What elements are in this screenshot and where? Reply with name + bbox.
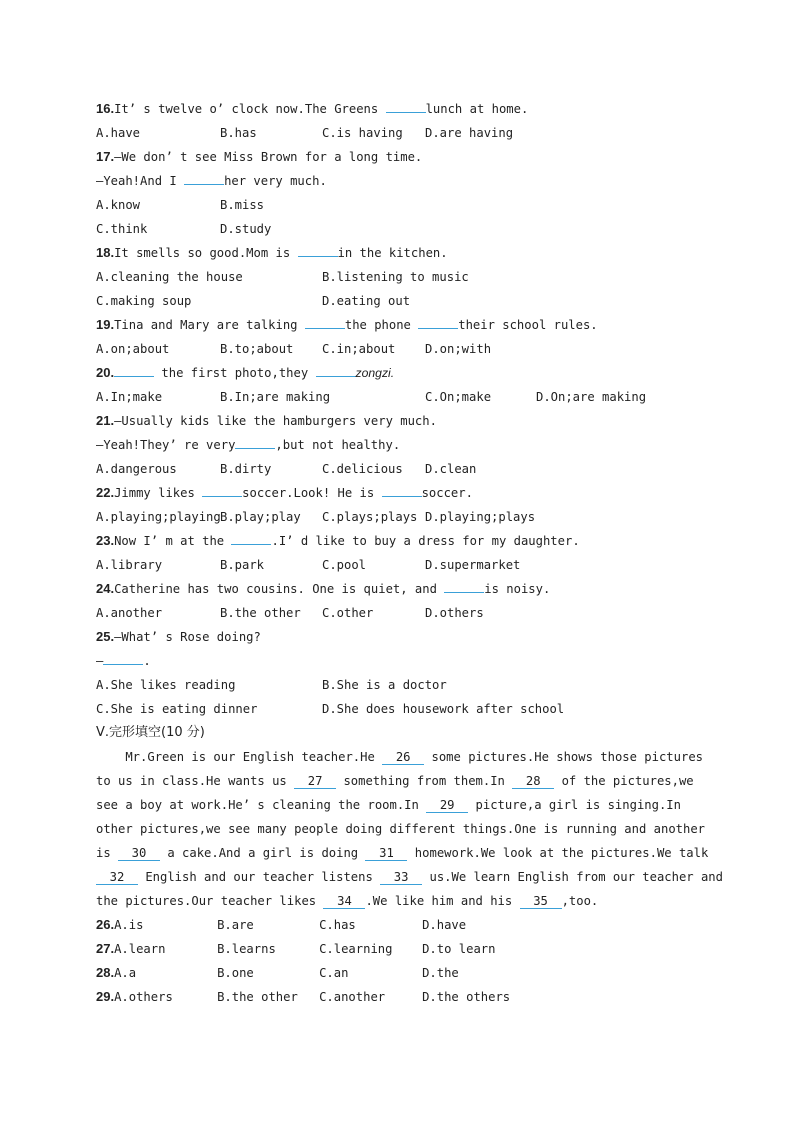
option-c: C.She is eating dinner [96, 702, 258, 716]
passage-line-3 [96, 794, 716, 818]
cloze-blank-33: 33 [380, 870, 422, 885]
question-text: ,but not healthy. [275, 438, 401, 452]
question-text: —We don’ t see Miss Brown for a long time. [114, 150, 423, 164]
options-20 [96, 386, 716, 410]
option-a: A.another [96, 606, 163, 620]
option-a: A.learn [114, 942, 166, 956]
question-text: is noisy. [484, 582, 551, 596]
options-21 [96, 458, 716, 482]
options-18-row1 [96, 266, 716, 290]
question-number: 18. [96, 245, 115, 260]
question-text: —Yeah!And I [96, 174, 185, 188]
options-26 [96, 914, 716, 938]
option-d: D.to learn [422, 942, 496, 956]
question-21-reply [96, 434, 716, 458]
cloze-blank-31: 31 [365, 846, 407, 861]
option-b: B.the other [217, 990, 298, 1004]
option-a: A.know [96, 198, 141, 212]
question-text: — [96, 654, 104, 668]
section-heading: Ⅴ.完形填空(10 分) [96, 725, 205, 740]
passage-text: see a boy at work.He’ s cleaning the room.In [96, 798, 427, 812]
passage-line-7 [96, 890, 716, 914]
question-number: 17. [96, 149, 115, 164]
options-27 [96, 938, 716, 962]
option-b: B.She is a doctor [322, 678, 447, 692]
question-text: their school rules. [458, 318, 598, 332]
option-d: D.study [220, 222, 272, 236]
question-number: 19. [96, 317, 115, 332]
option-c: C.in;about [322, 342, 396, 356]
question-text: the phone [344, 318, 419, 332]
option-c: C.think [96, 222, 148, 236]
question-17-reply [96, 170, 716, 194]
option-b: B.are [217, 918, 254, 932]
options-25-row1 [96, 674, 716, 698]
passage-text: ,too. [561, 894, 599, 908]
cloze-blank-26: 26 [382, 750, 424, 765]
option-c: C.has [319, 918, 356, 932]
options-17-row1 [96, 194, 716, 218]
options-22 [96, 506, 716, 530]
passage-line-2 [96, 770, 716, 794]
options-24 [96, 602, 716, 626]
option-a: A.is [114, 918, 144, 932]
question-text: —Yeah!They’ re very [96, 438, 236, 452]
answer-blank [305, 316, 345, 329]
option-d: D.clean [425, 462, 477, 476]
option-d: D.others [425, 606, 484, 620]
passage-line-4: other pictures,we see many people doing different things.One is running and another [96, 822, 706, 836]
passage-text: the pictures.Our teacher likes [96, 894, 324, 908]
option-d: D.eating out [322, 294, 411, 308]
question-number: 27. [96, 941, 115, 956]
answer-blank [103, 652, 143, 665]
question-text: lunch at home. [425, 102, 529, 116]
option-d: D.On;are making [536, 390, 647, 404]
option-c: C.other [322, 606, 374, 620]
answer-blank [114, 364, 154, 377]
passage-text: us.We learn English from our teacher and [422, 870, 723, 884]
question-text: soccer.Look! He is [242, 486, 382, 500]
passage-text: to us in class.He wants us [96, 774, 295, 788]
option-b: B.play;play [220, 510, 301, 524]
options-17-row2 [96, 218, 716, 242]
question-text: .I’ d like to buy a dress for my daughter. [271, 534, 580, 548]
option-a: A.others [114, 990, 173, 1004]
answer-blank [386, 100, 426, 113]
question-text: It’ s twelve o’ clock now.The Greens [114, 102, 386, 116]
option-d: D.the [422, 966, 459, 980]
options-23 [96, 554, 716, 578]
cloze-blank-35: 35 [520, 894, 562, 909]
question-17 [96, 146, 716, 170]
question-text: Catherine has two cousins. One is quiet, and [114, 582, 445, 596]
question-23 [96, 530, 716, 554]
option-b: B.miss [220, 198, 265, 212]
passage-text: of the pictures,we [554, 774, 694, 788]
question-24 [96, 578, 716, 602]
option-d: D.have [422, 918, 467, 932]
passage-text: picture,a girl is singing.In [468, 798, 681, 812]
option-a: A.cleaning the house [96, 270, 243, 284]
option-c: C.making soup [96, 294, 192, 308]
question-text: her very much. [224, 174, 327, 188]
cloze-blank-28: 28 [512, 774, 554, 789]
option-c: C.delicious [322, 462, 403, 476]
option-c: C.is having [322, 126, 403, 140]
question-text: —What’ s Rose doing? [114, 630, 261, 644]
option-c: C.plays;plays [322, 510, 418, 524]
answer-blank [184, 172, 224, 185]
answer-blank [382, 484, 422, 497]
passage-text: is [96, 846, 119, 860]
question-21 [96, 410, 716, 434]
passage-text: .We like him and his [365, 894, 520, 908]
question-18 [96, 242, 716, 266]
question-text: Tina and Mary are talking [114, 318, 305, 332]
cloze-blank-29: 29 [426, 798, 468, 813]
question-19 [96, 314, 716, 338]
question-number: 29. [96, 989, 115, 1004]
question-number: 23. [96, 533, 115, 548]
options-28 [96, 962, 716, 986]
option-c: C.an [319, 966, 349, 980]
question-text: Jimmy likes [114, 486, 203, 500]
option-c: C.another [319, 990, 386, 1004]
options-18-row2 [96, 290, 716, 314]
answer-blank [444, 580, 484, 593]
option-b: B.dirty [220, 462, 272, 476]
option-d: D.playing;plays [425, 510, 536, 524]
question-text: Now I’ m at the [114, 534, 232, 548]
question-number: 21. [96, 413, 115, 428]
passage-text: some pictures.He shows those pictures [424, 750, 703, 764]
option-c: C.learning [319, 942, 393, 956]
cloze-blank-30: 30 [118, 846, 160, 861]
question-text: It smells so good.Mom is [114, 246, 298, 260]
question-text: soccer. [421, 486, 473, 500]
question-20 [96, 362, 716, 386]
option-d: D.are having [425, 126, 514, 140]
option-d: D.the others [422, 990, 511, 1004]
passage-line-1 [96, 746, 716, 770]
answer-blank [316, 364, 356, 377]
question-number: 24. [96, 581, 115, 596]
question-text: zongzi. [355, 366, 395, 380]
passage-text: homework.We look at the pictures.We talk [407, 846, 716, 860]
question-number: 26. [96, 917, 115, 932]
question-text: —Usually kids like the hamburgers very much. [114, 414, 437, 428]
passage-text: something from them.In [336, 774, 513, 788]
option-d: D.on;with [425, 342, 492, 356]
option-b: B.In;are making [220, 390, 331, 404]
cloze-blank-34: 34 [323, 894, 365, 909]
passage-line-5 [96, 842, 716, 866]
question-number: 28. [96, 965, 115, 980]
options-16 [96, 122, 716, 146]
option-a: A.She likes reading [96, 678, 236, 692]
option-b: B.one [217, 966, 254, 980]
option-d: D.She does housework after school [322, 702, 565, 716]
option-b: B.listening to music [322, 270, 469, 284]
question-number: 22. [96, 485, 115, 500]
worksheet-page [96, 98, 723, 1010]
option-a: A.library [96, 558, 163, 572]
options-29 [96, 986, 716, 1010]
answer-blank [418, 316, 458, 329]
passage-text: Mr.Green is our English teacher.He [96, 750, 383, 764]
option-c: C.pool [322, 558, 367, 572]
question-number: 20. [96, 365, 115, 380]
question-25 [96, 626, 716, 650]
passage-text: a cake.And a girl is doing [160, 846, 366, 860]
option-a: A.playing;playing [96, 510, 221, 524]
cloze-blank-27: 27 [294, 774, 336, 789]
option-a: A.In;make [96, 390, 163, 404]
option-d: D.supermarket [425, 558, 521, 572]
option-b: B.park [220, 558, 265, 572]
option-b: B.the other [220, 606, 301, 620]
question-number: 16. [96, 101, 115, 116]
question-22 [96, 482, 716, 506]
question-16 [96, 98, 716, 122]
question-25-reply [96, 650, 716, 674]
option-b: B.learns [217, 942, 276, 956]
passage-line-6 [96, 866, 723, 890]
answer-blank [202, 484, 242, 497]
answer-blank [231, 532, 271, 545]
question-text: in the kitchen. [337, 246, 448, 260]
options-19 [96, 338, 716, 362]
question-number: 25. [96, 629, 115, 644]
answer-blank [235, 436, 275, 449]
option-b: B.has [220, 126, 257, 140]
option-b: B.to;about [220, 342, 294, 356]
option-a: A.a [114, 966, 137, 980]
answer-blank [298, 244, 338, 257]
option-a: A.have [96, 126, 141, 140]
option-c: C.On;make [425, 390, 492, 404]
question-text: . [143, 654, 151, 668]
cloze-blank-32: 32 [96, 870, 138, 885]
question-text: the first photo,they [154, 366, 316, 380]
options-25-row2 [96, 698, 716, 722]
passage-text: English and our teacher listens [138, 870, 381, 884]
option-a: A.on;about [96, 342, 170, 356]
option-a: A.dangerous [96, 462, 177, 476]
